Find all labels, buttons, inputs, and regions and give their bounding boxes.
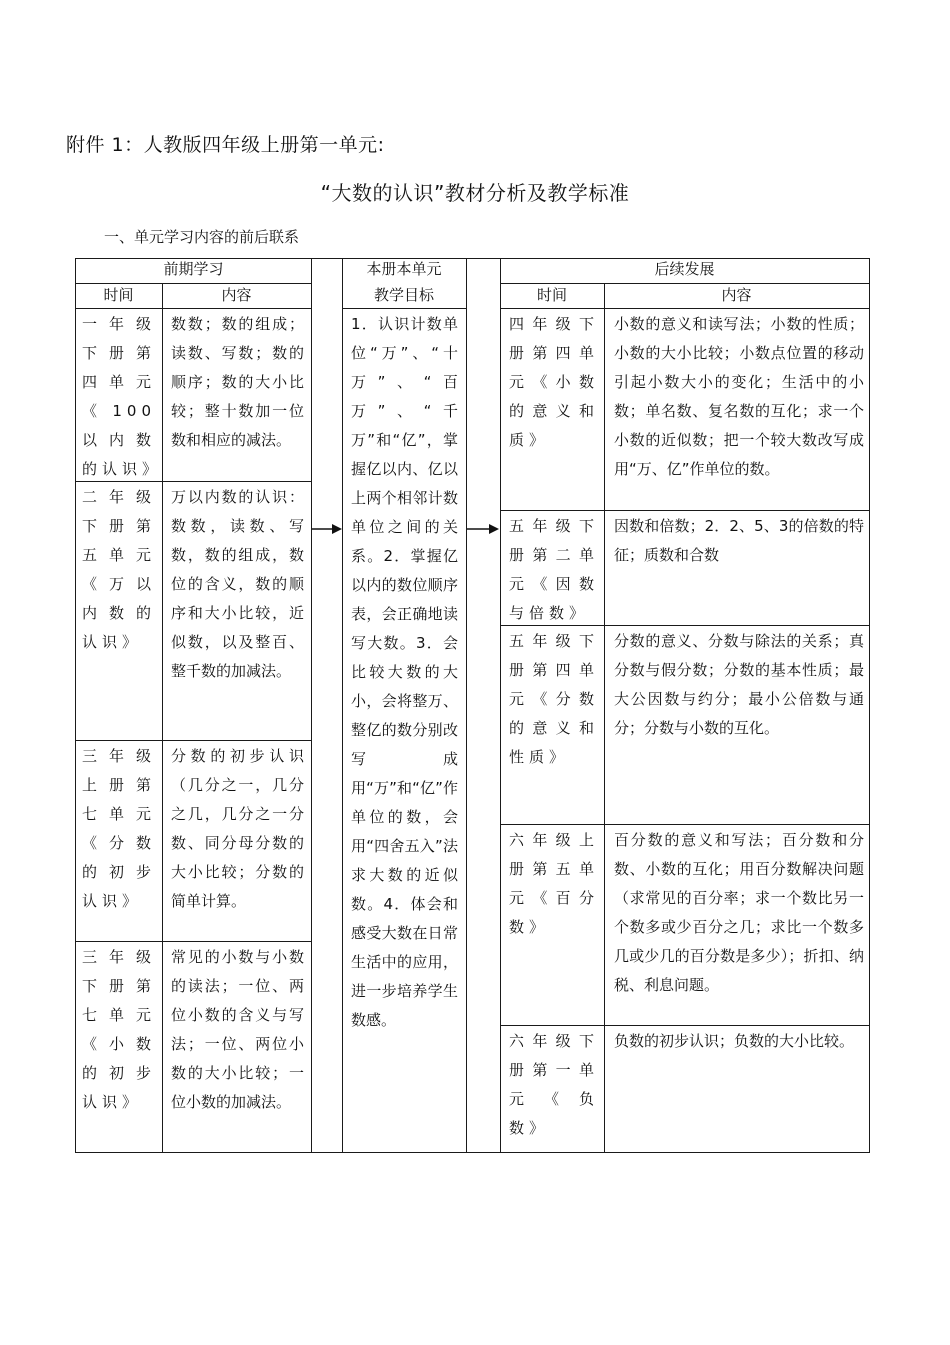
table-border <box>342 258 343 1153</box>
table-border <box>342 308 467 309</box>
table-border <box>500 824 870 825</box>
next-content-cell: 因数和倍数；2．2、5、3的倍数的特征；质数和合数 <box>614 517 864 564</box>
arrow-right-icon <box>466 522 500 536</box>
table-border <box>500 510 870 511</box>
table-border <box>75 941 312 942</box>
next-time-cell: 五年级下册第四单元《分数的意义和性质》 <box>509 632 599 766</box>
next-content-cell: 负数的初步认识；负数的大小比较。 <box>614 1032 855 1050</box>
table-border <box>604 283 605 1153</box>
next-content-cell: 小数的意义和读写法；小数的性质；小数的大小比较；小数点位置的移动引起小数大小的变化；生活中的小数；单名数、复名数的互化；求一个小数的近似数；把一个较大数改写成用“万、亿”作单位的数。 <box>614 315 864 478</box>
prior-content-cell: 万以内数的认识：数数，读数、写数，数的组成，数位的含义，数的顺序和大小比较，近似数，以及整百、整千数的加减法。 <box>171 488 304 680</box>
table-border <box>162 283 163 1153</box>
table-border <box>75 740 312 741</box>
next-time-cell: 六年级上册第五单元《百分数》 <box>509 831 599 936</box>
header-next-development: 后续发展 <box>654 260 715 278</box>
prior-content-cell: 常见的小数与小数的读法；一位、两位小数的含义与写法；一位、两位小数的大小比较；一位小数的加减法。 <box>171 948 304 1111</box>
document-subtitle: “大数的认识”教材分析及教学标准 <box>320 181 630 205</box>
table-border <box>500 1025 870 1026</box>
prior-time-cell: 三年级上册第七单元《分数的初步认识》 <box>82 747 156 910</box>
prior-content-cell: 分数的初步认识（几分之一，几分之几，几分之一分数、同分母分数的大小比较；分数的简单计算。 <box>171 747 304 910</box>
prior-content-cell: 数数；数的组成；读数、写数；数的顺序；数的大小比较；整十数加一位数和相应的减法。 <box>171 315 304 449</box>
header-next-content: 内容 <box>721 286 752 304</box>
next-time-cell: 四年级下册第四单元《小数的意义和质》 <box>509 315 599 449</box>
table-border <box>311 258 312 1153</box>
table-border <box>75 258 76 1153</box>
section-label: 一、单元学习内容的前后联系 <box>104 228 300 246</box>
header-prior-content: 内容 <box>221 286 252 304</box>
header-next-time: 时间 <box>536 286 567 304</box>
next-time-cell: 五年级下册第二单元《因数与倍数》 <box>509 517 599 622</box>
next-content-cell: 百分数的意义和写法；百分数和分数、小数的互化；用百分数解决问题（求常见的百分率；求一个数比另一个数多或少百分之几；求比一个数多几或少几的百分数是多少）；折扣、纳税、利息问题。 <box>614 831 864 994</box>
prior-time-cell: 二年级下册第五单元《万以内数的认识》 <box>82 488 156 651</box>
table-border <box>466 258 467 1153</box>
next-content-cell: 分数的意义、分数与除法的关系；真分数与假分数；分数的基本性质；最大公因数与约分；最小公倍数与通分；分数与小数的互化。 <box>614 632 864 737</box>
next-time-cell: 六年级下册第一单元《负数》 <box>509 1032 599 1137</box>
table-border <box>75 308 312 309</box>
table-border <box>75 1152 870 1153</box>
prior-time-cell: 一年级下册第四单元《100以内数的认识》 <box>82 315 163 478</box>
table-border <box>500 283 870 284</box>
header-goals-line1: 本册本单元 <box>366 260 442 278</box>
document-title: 附件 1：人教版四年级上册第一单元: <box>66 134 385 156</box>
header-prior-time: 时间 <box>103 286 134 304</box>
table-border <box>75 283 312 284</box>
prior-time-cell: 三年级下册第七单元《小数的初步认识》 <box>82 948 156 1111</box>
unit-goals-cell: 1．认识计数单位“万”、“十万”、“百万”、“千万”和“亿”，掌握亿以内、亿以上两个相邻计数单位之间的关系。2．掌握亿以内的数位顺序表，会正确地读写大数。3．会比较大数的大小，会将整万、整亿的数分别改写成用“万”和“亿”作单位的数，会用“四舍五入”法求大数的近似数。4．体会和感受大数在日常生活中的应用，进一步培养学生数感。 <box>351 315 458 1029</box>
arrow-right-icon <box>311 522 343 536</box>
table-border <box>869 258 870 1153</box>
header-prior-study: 前期学习 <box>163 260 224 278</box>
table-border <box>500 258 501 1153</box>
table-border <box>500 308 870 309</box>
header-goals-line2: 教学目标 <box>373 286 434 304</box>
